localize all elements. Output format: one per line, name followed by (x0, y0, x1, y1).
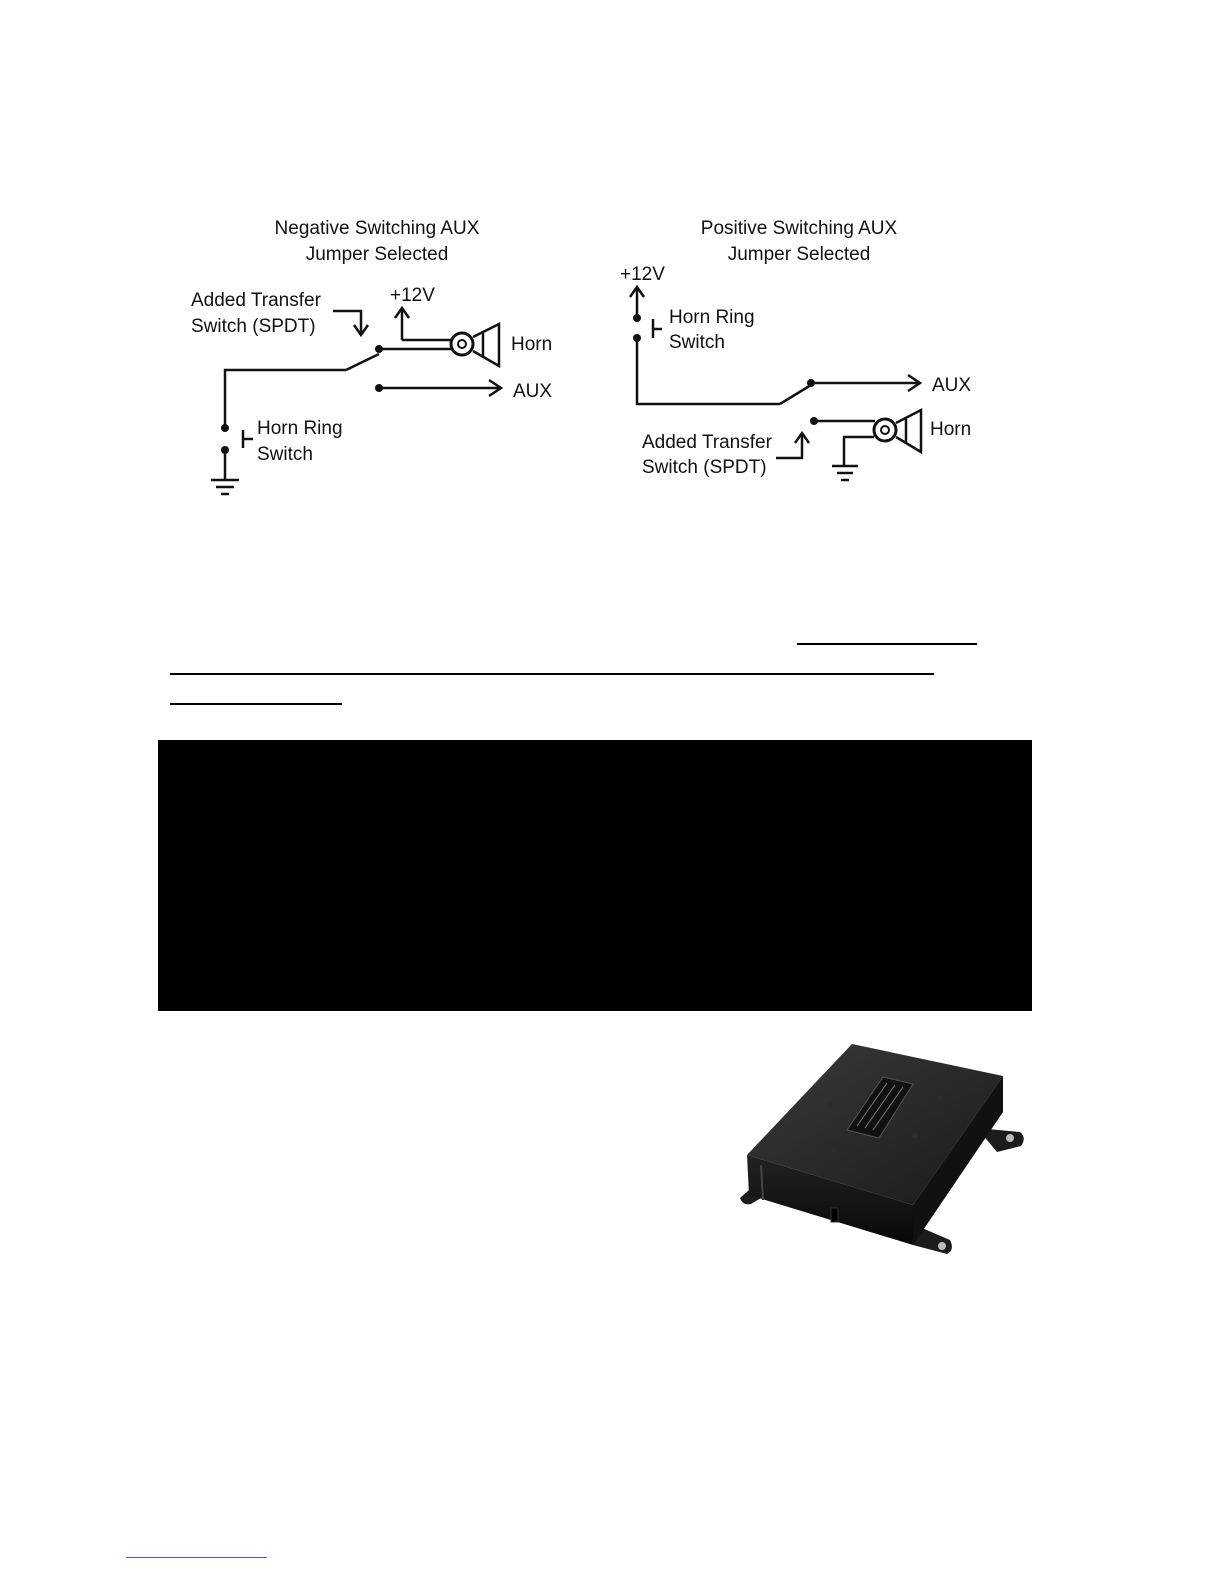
ground-icon (832, 466, 858, 480)
neg-ring-label-1: Horn Ring (257, 418, 343, 439)
pos-supply-label: +12V (620, 264, 665, 285)
ground-icon (211, 450, 239, 494)
pos-horn-label: Horn (930, 419, 972, 440)
neg-switch-contact-top (375, 345, 383, 353)
pos-title-2: Jumper Selected (727, 244, 871, 265)
neg-transfer-label-1: Added Transfer (191, 290, 321, 311)
redacted-block (158, 740, 1032, 1011)
device-flange-hole-1 (1006, 1134, 1014, 1142)
pos-transfer-label-2: Switch (SPDT) (642, 457, 767, 478)
underline-rule-1 (797, 643, 977, 645)
neg-aux-label: AUX (513, 381, 553, 402)
pos-ring-label-2: Switch (669, 332, 725, 353)
negative-switching-diagram (183, 208, 568, 508)
pos-transfer-label-1: Added Transfer (642, 432, 772, 453)
underline-rule-2 (170, 673, 934, 675)
neg-title-2: Jumper Selected (305, 244, 449, 265)
device-screw-2 (937, 1095, 943, 1101)
device-screw-4 (912, 1132, 918, 1138)
neg-transfer-label-2: Switch (SPDT) (191, 316, 316, 337)
pos-aux-label: AUX (932, 375, 972, 396)
horn-icon (874, 410, 921, 452)
neg-switch-blade (346, 354, 379, 370)
neg-ring-label-2: Switch (257, 444, 313, 465)
device-jack (831, 1208, 838, 1222)
negative-schematic (183, 208, 568, 508)
pos-ring-contact-top (633, 314, 641, 322)
device-screw-3 (830, 1147, 836, 1153)
positive-schematic (612, 208, 987, 493)
device-flange-hole-2 (938, 1242, 946, 1250)
underline-rule-3 (170, 703, 342, 705)
device-enclosure-photo (735, 1040, 1035, 1270)
pos-ring-label-1: Horn Ring (669, 307, 755, 328)
device-screw-1 (827, 1102, 833, 1108)
pos-switch-blade (780, 385, 811, 404)
neg-title-1: Negative Switching AUX (274, 218, 480, 239)
neg-horn-label: Horn (511, 334, 553, 355)
footnote-rule (126, 1557, 267, 1558)
pos-horn-ground-wire (844, 437, 874, 466)
neg-ring-contact-top (221, 424, 229, 432)
positive-switching-diagram (612, 208, 987, 493)
neg-supply-label: +12V (390, 285, 435, 306)
horn-icon (451, 324, 499, 366)
pos-title-1: Positive Switching AUX (700, 218, 898, 239)
